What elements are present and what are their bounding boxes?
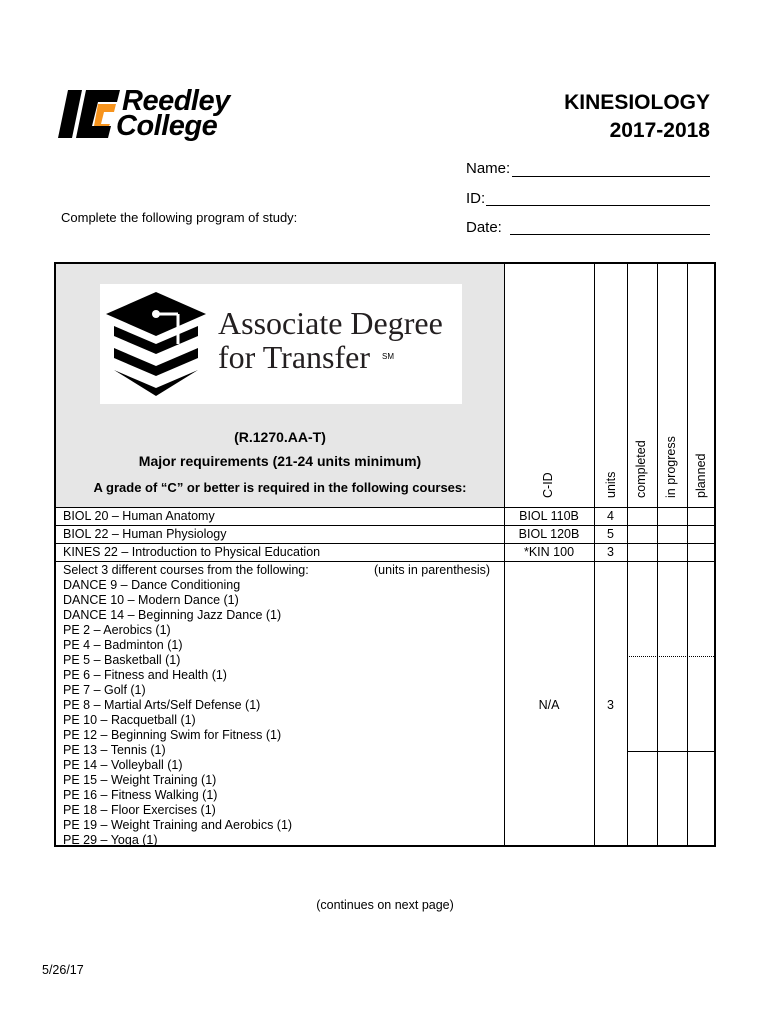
date-label: Date: bbox=[466, 219, 502, 236]
program-code: (R.1270.AA-T) bbox=[234, 429, 326, 445]
continues-note: (continues on next page) bbox=[316, 898, 454, 912]
grade-note: A grade of “C” or better is required in the following courses: bbox=[93, 480, 467, 495]
list-item: PE 5 – Basketball (1) bbox=[63, 653, 181, 667]
units-value: 3 bbox=[607, 698, 614, 712]
list-item: PE 15 – Weight Training (1) bbox=[63, 773, 217, 787]
list-item: PE 4 – Badminton (1) bbox=[63, 638, 183, 652]
col-planned-header: planned bbox=[694, 453, 708, 498]
units-value: 5 bbox=[607, 527, 614, 541]
units-value: 4 bbox=[607, 509, 614, 523]
adt-line-1: Associate Degree bbox=[218, 305, 443, 341]
service-mark: SM bbox=[382, 352, 394, 361]
col-completed-header: completed bbox=[634, 440, 648, 498]
cid-value: *KIN 100 bbox=[523, 545, 575, 559]
intro-text: Complete the following program of study: bbox=[61, 210, 298, 225]
list-item: PE 13 – Tennis (1) bbox=[63, 743, 166, 757]
col-cid-header: C-ID bbox=[541, 472, 555, 498]
list-item: PE 6 – Fitness and Health (1) bbox=[63, 668, 227, 682]
elective-course-list bbox=[63, 578, 292, 848]
name-label: Name: bbox=[466, 160, 511, 177]
logo-line-2: College bbox=[116, 110, 218, 142]
program-year: 2017-2018 bbox=[609, 119, 710, 142]
major-requirements: Major requirements (21-24 units minimum) bbox=[138, 453, 422, 469]
program-title: KINESIOLOGY bbox=[564, 91, 710, 114]
logo-line-1: Reedley bbox=[122, 85, 230, 117]
date-field[interactable] bbox=[510, 234, 710, 235]
list-item: PE 29 – Yoga (1) bbox=[63, 833, 158, 847]
adt-logo bbox=[100, 284, 462, 404]
list-item: PE 16 – Fitness Walking (1) bbox=[63, 788, 218, 802]
id-label: ID: bbox=[466, 190, 486, 207]
id-field[interactable] bbox=[486, 205, 710, 206]
list-item: DANCE 10 – Modern Dance (1) bbox=[63, 593, 239, 607]
list-item: PE 10 – Racquetball (1) bbox=[63, 713, 196, 727]
list-item: PE 7 – Golf (1) bbox=[63, 683, 146, 697]
table-row: BIOL 20 – Human Anatomy bbox=[63, 509, 215, 523]
cid-value: BIOL 120B bbox=[518, 527, 580, 541]
graduation-cap-icon bbox=[106, 292, 206, 396]
list-item: DANCE 9 – Dance Conditioning bbox=[63, 578, 241, 592]
list-item: PE 19 – Weight Training and Aerobics (1) bbox=[63, 818, 293, 832]
col-in-progress-header: in progress bbox=[664, 436, 678, 498]
adt-line-2: for Transfer bbox=[218, 339, 370, 375]
col-units-header: units bbox=[604, 471, 618, 498]
revision-date: 5/26/17 bbox=[42, 963, 84, 977]
units-value: 3 bbox=[607, 545, 614, 559]
list-item: PE 12 – Beginning Swim for Fitness (1) bbox=[63, 728, 282, 742]
list-item: PE 14 – Volleyball (1) bbox=[63, 758, 183, 772]
cid-value: N/A bbox=[538, 698, 560, 712]
name-field[interactable] bbox=[512, 176, 710, 177]
list-item: PE 18 – Floor Exercises (1) bbox=[63, 803, 216, 817]
list-item: PE 2 – Aerobics (1) bbox=[63, 623, 171, 637]
list-item: PE 8 – Martial Arts/Self Defense (1) bbox=[63, 698, 261, 712]
units-note: (units in parenthesis) bbox=[374, 563, 491, 577]
reedley-college-logo bbox=[58, 85, 268, 142]
rc-mark-icon bbox=[58, 90, 120, 138]
cid-value: BIOL 110B bbox=[519, 509, 579, 523]
table-row: BIOL 22 – Human Physiology bbox=[63, 527, 227, 541]
table-row: KINES 22 – Introduction to Physical Education bbox=[63, 545, 321, 559]
program-table bbox=[54, 262, 716, 847]
list-item: DANCE 14 – Beginning Jazz Dance (1) bbox=[63, 608, 282, 622]
select-instruction: Select 3 different courses from the following: bbox=[63, 563, 309, 577]
